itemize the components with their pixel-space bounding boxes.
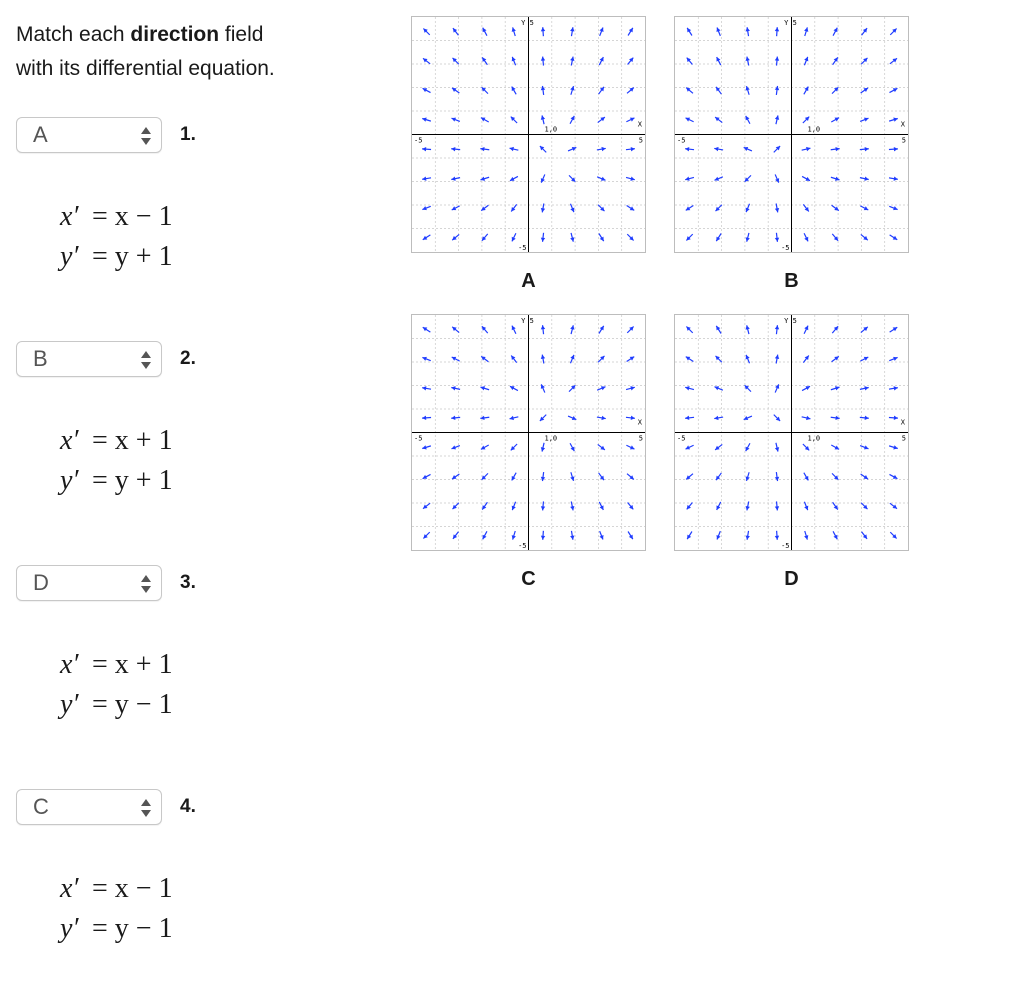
question-item-2 <box>16 341 396 541</box>
field-arrow-head <box>451 386 455 390</box>
field-arrow-head <box>510 416 514 420</box>
field-arrow-head <box>864 177 868 181</box>
field-arrow-head <box>685 416 689 420</box>
field-arrow-head <box>775 536 779 540</box>
instructions-line-1: Match each direction field <box>16 23 264 46</box>
instructions-line-2: with its differential equation. <box>16 57 275 80</box>
direction-field-plot <box>412 315 645 550</box>
field-arrow-head <box>422 147 426 151</box>
y-min-tick-label: -5 <box>781 542 790 550</box>
field-arrow-head <box>541 447 545 451</box>
answer-select-4[interactable] <box>16 789 162 825</box>
select-stepper-icon <box>139 796 153 820</box>
field-arrow-head <box>422 416 426 420</box>
field-arrow-head <box>685 147 689 151</box>
y-max-tick-label: Y 5 <box>784 19 797 27</box>
equation-x: x′ = x + 1 <box>60 649 173 680</box>
equation-x: x′ = x + 1 <box>60 425 173 456</box>
field-arrow-head <box>541 536 545 540</box>
field-arrow-head <box>864 386 868 390</box>
field-arrow-head <box>685 386 689 390</box>
field-arrow-head <box>746 506 750 510</box>
equilibrium-label: 1,0 <box>544 434 558 443</box>
field-arrow-head <box>541 57 545 61</box>
equation-system <box>60 869 173 949</box>
field-arrow-head <box>451 177 455 181</box>
x-axis-label: X <box>900 120 905 129</box>
equation-y: y′ = y − 1 <box>60 913 173 944</box>
y-min-tick-label: -5 <box>518 542 527 550</box>
panel-label-c: C <box>521 568 536 590</box>
panel-label-a: A <box>521 270 536 292</box>
direction-field-panel-d <box>674 314 909 551</box>
x-min-tick-label: -5 <box>414 136 423 145</box>
field-arrow-head <box>775 57 779 61</box>
direction-field-plot <box>675 315 908 550</box>
field-arrow-head <box>746 237 750 241</box>
answer-select-value: C <box>33 794 49 819</box>
item-number: 3. <box>180 572 196 593</box>
equation-x: x′ = x − 1 <box>60 873 173 904</box>
equation-system <box>60 645 173 725</box>
x-min-tick-label: -5 <box>677 136 686 145</box>
answer-select-1[interactable] <box>16 117 162 153</box>
y-max-tick-label: Y 5 <box>784 317 797 325</box>
y-max-tick-label: Y 5 <box>521 317 534 325</box>
equation-system <box>60 197 173 277</box>
item-number: 2. <box>180 348 196 369</box>
equilibrium-label: 1,0 <box>807 434 821 443</box>
x-axis-label: X <box>637 120 642 129</box>
field-arrow-head <box>746 325 750 329</box>
field-arrow-head <box>894 147 898 151</box>
x-max-tick-label: 5 <box>901 136 906 145</box>
equation-y: y′ = y + 1 <box>60 465 173 496</box>
answer-select-value: B <box>33 346 48 371</box>
direction-field-plot <box>675 17 908 252</box>
field-arrow-head <box>806 416 810 420</box>
field-arrow-head <box>630 386 634 390</box>
y-min-tick-label: -5 <box>781 244 790 252</box>
field-arrow-head <box>775 27 779 31</box>
panel-label-b: B <box>784 270 799 292</box>
x-min-tick-label: -5 <box>677 434 686 443</box>
direction-field-panel-c <box>411 314 646 551</box>
field-arrow-head <box>865 416 869 420</box>
field-arrow-head <box>775 325 779 329</box>
direction-field-panel-a <box>411 16 646 253</box>
y-min-tick-label: -5 <box>518 244 527 252</box>
x-max-tick-label: 5 <box>901 434 906 443</box>
answer-select-3[interactable] <box>16 565 162 601</box>
field-arrow-head <box>775 447 779 451</box>
field-arrow-head <box>541 115 545 119</box>
panel-label-d: D <box>784 568 799 590</box>
field-arrow-head <box>541 238 545 242</box>
x-max-tick-label: 5 <box>638 136 643 145</box>
equation-y: y′ = y − 1 <box>60 689 173 720</box>
field-arrow-head <box>775 506 779 510</box>
field-arrow-head <box>570 57 574 61</box>
item-number: 1. <box>180 124 196 145</box>
answer-select-2[interactable] <box>16 341 162 377</box>
direction-field-plot <box>412 17 645 252</box>
field-arrow-head <box>570 506 574 510</box>
field-arrow-head <box>746 57 750 61</box>
field-arrow-head <box>630 177 634 181</box>
field-arrow-head <box>775 115 779 119</box>
field-arrow-head <box>631 147 635 151</box>
equation-y: y′ = y + 1 <box>60 241 173 272</box>
equation-x: x′ = x − 1 <box>60 201 173 232</box>
field-arrow-head <box>570 325 574 329</box>
field-arrow-head <box>541 27 545 31</box>
x-axis-label: X <box>900 418 905 427</box>
field-arrow-head <box>570 237 574 241</box>
field-arrow-head <box>775 238 779 242</box>
field-arrow-head <box>451 416 455 420</box>
question-item-1 <box>16 117 396 317</box>
select-stepper-icon <box>139 348 153 372</box>
field-arrow-head <box>631 416 635 420</box>
field-arrow-head <box>451 147 455 151</box>
select-stepper-icon <box>139 572 153 596</box>
answer-select-value: D <box>33 570 49 595</box>
field-arrow-head <box>806 147 810 151</box>
x-min-tick-label: -5 <box>414 434 423 443</box>
field-arrow-head <box>894 416 898 420</box>
field-arrow-head <box>510 147 514 151</box>
y-max-tick-label: Y 5 <box>521 19 534 27</box>
question-item-4 <box>16 789 396 989</box>
select-stepper-icon <box>139 124 153 148</box>
equilibrium-label: 1,0 <box>544 125 558 134</box>
equation-system <box>60 421 173 501</box>
item-number: 4. <box>180 796 196 817</box>
direction-field-panel-b <box>674 16 909 253</box>
field-arrow-head <box>865 147 869 151</box>
field-arrow-head <box>541 325 545 329</box>
instructions <box>16 18 275 86</box>
answer-select-value: A <box>33 122 48 147</box>
instructions-bold-word: direction <box>130 23 220 46</box>
question-item-3 <box>16 565 396 765</box>
equilibrium-label: 1,0 <box>807 125 821 134</box>
field-arrow-head <box>541 506 545 510</box>
x-axis-label: X <box>637 418 642 427</box>
x-max-tick-label: 5 <box>638 434 643 443</box>
field-arrow-head <box>685 177 689 181</box>
